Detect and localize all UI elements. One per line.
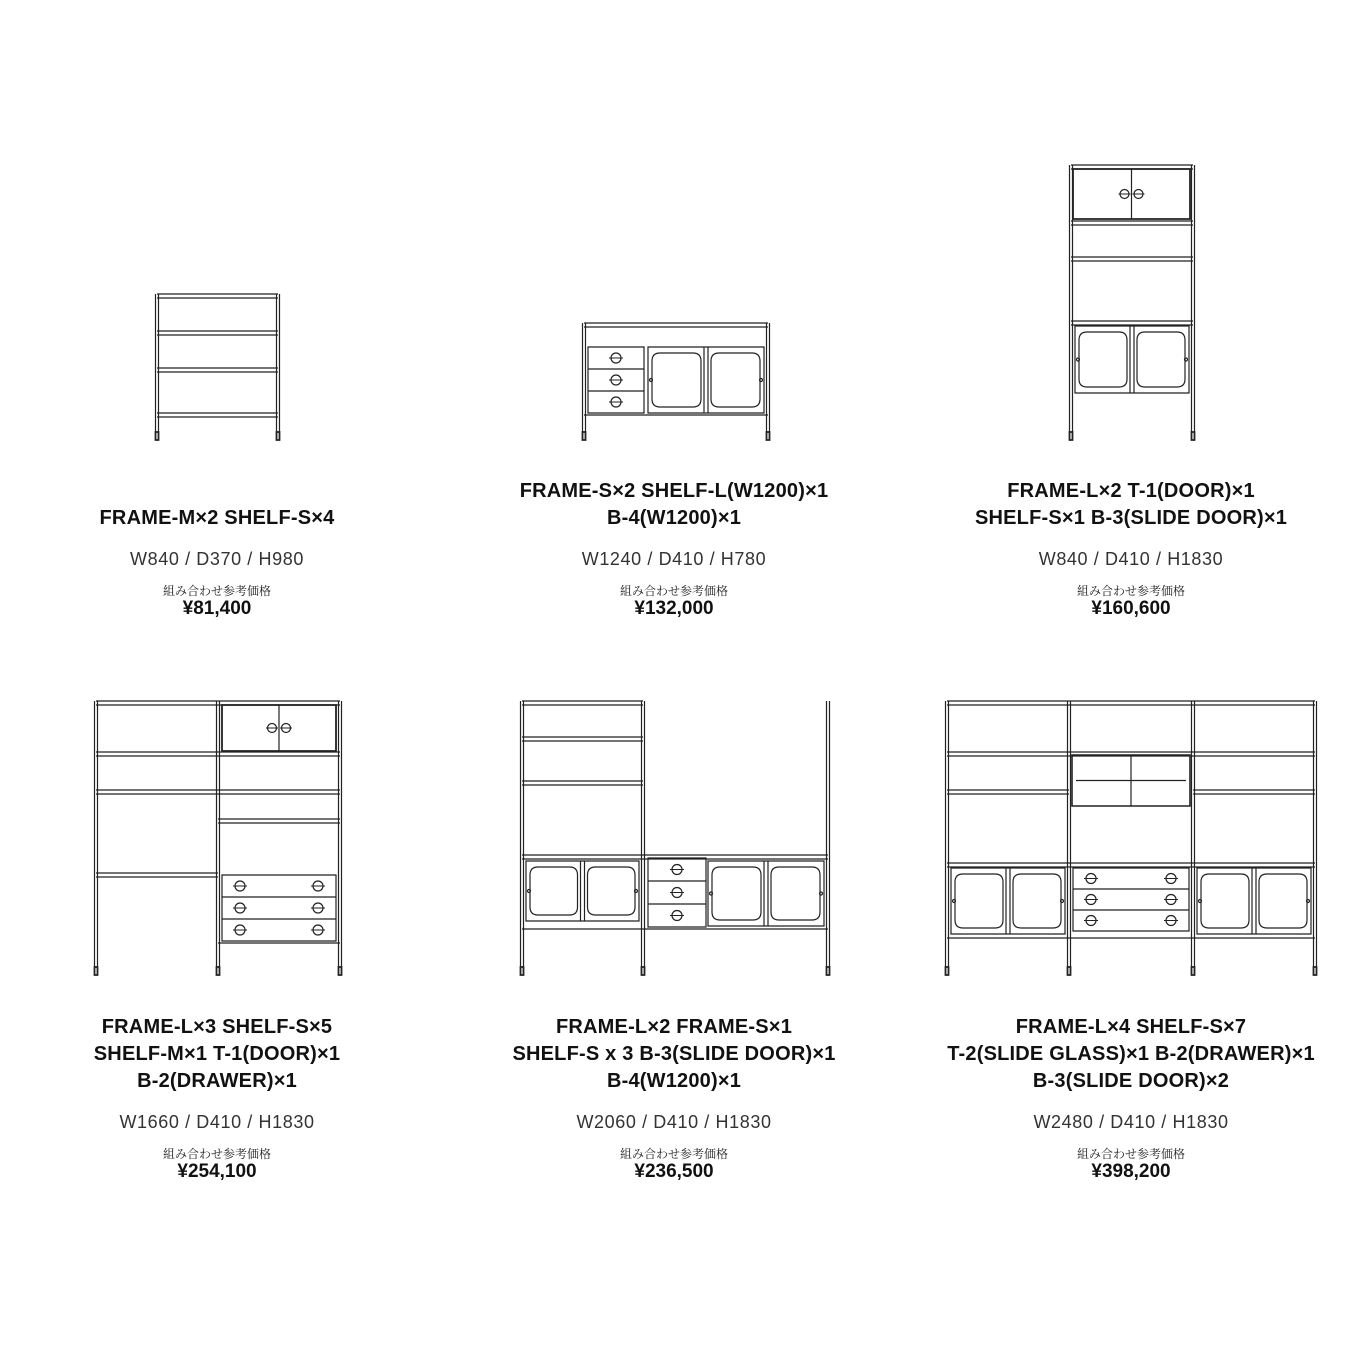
price: ¥236,500 xyxy=(634,1161,714,1182)
title-line: B-3(SLIDE DOOR)×2 xyxy=(1032,1070,1230,1092)
unit-drawing-1 xyxy=(156,294,280,440)
title-line: B-4(W1200)×1 xyxy=(606,507,742,529)
title-line: FRAME-L×3 SHELF-S×5 xyxy=(101,1016,333,1038)
product-caption-1 xyxy=(0,505,437,620)
dimensions: W1660 / D410 / H1830 xyxy=(119,1112,315,1132)
title-line: SHELF-M×1 T-1(DOOR)×1 xyxy=(93,1043,341,1065)
price-label: 組み合わせ参考価格 xyxy=(1076,1147,1185,1161)
unit-drawing-6 xyxy=(946,701,1317,975)
dimensions: W2480 / D410 / H1830 xyxy=(1033,1112,1229,1132)
product-caption-5 xyxy=(454,1014,894,1183)
title-line: FRAME-L×2 T-1(DOOR)×1 xyxy=(1007,480,1255,502)
title-line: FRAME-S×2 SHELF-L(W1200)×1 xyxy=(519,480,829,502)
title-line: FRAME-L×4 SHELF-S×7 xyxy=(1015,1016,1247,1038)
price-label: 組み合わせ参考価格 xyxy=(162,1147,271,1161)
product-title xyxy=(911,1014,1350,1095)
product-title xyxy=(911,478,1350,532)
unit-drawing-3 xyxy=(1070,165,1195,440)
price-label: 組み合わせ参考価格 xyxy=(619,1147,728,1161)
dimensions: W1240 / D410 / H780 xyxy=(581,549,767,569)
dimensions: W840 / D370 / H980 xyxy=(130,549,304,569)
title-line: SHELF-S x 3 B-3(SLIDE DOOR)×1 xyxy=(512,1043,836,1065)
product-title xyxy=(0,1014,437,1095)
product-caption-2 xyxy=(454,478,894,620)
title-line: B-4(W1200)×1 xyxy=(606,1070,742,1092)
dimensions: W840 / D410 / H1830 xyxy=(1038,549,1224,569)
dimensions: W2060 / D410 / H1830 xyxy=(576,1112,772,1132)
title-line: T-2(SLIDE GLASS)×1 B-2(DRAWER)×1 xyxy=(947,1043,1315,1065)
product-title xyxy=(0,505,437,532)
product-caption-6 xyxy=(911,1014,1350,1183)
price: ¥398,200 xyxy=(1091,1161,1171,1182)
price-label: 組み合わせ参考価格 xyxy=(1076,584,1185,598)
price: ¥132,000 xyxy=(634,598,714,619)
product-caption-4 xyxy=(0,1014,437,1183)
unit-drawing-5 xyxy=(521,701,830,975)
unit-drawing-4 xyxy=(95,701,342,975)
price-label: 組み合わせ参考価格 xyxy=(619,584,728,598)
price: ¥254,100 xyxy=(177,1161,257,1182)
price-label: 組み合わせ参考価格 xyxy=(162,584,271,598)
title-line: FRAME-M×2 SHELF-S×4 xyxy=(99,507,335,529)
price: ¥160,600 xyxy=(1091,598,1171,619)
product-title xyxy=(454,1014,894,1095)
product-title xyxy=(454,478,894,532)
title-line: FRAME-L×2 FRAME-S×1 xyxy=(555,1016,793,1038)
unit-drawing-2 xyxy=(583,323,770,440)
title-line: B-2(DRAWER)×1 xyxy=(137,1070,297,1092)
price: ¥81,400 xyxy=(182,598,252,619)
title-line: SHELF-S×1 B-3(SLIDE DOOR)×1 xyxy=(974,507,1288,529)
product-caption-3 xyxy=(911,478,1350,620)
